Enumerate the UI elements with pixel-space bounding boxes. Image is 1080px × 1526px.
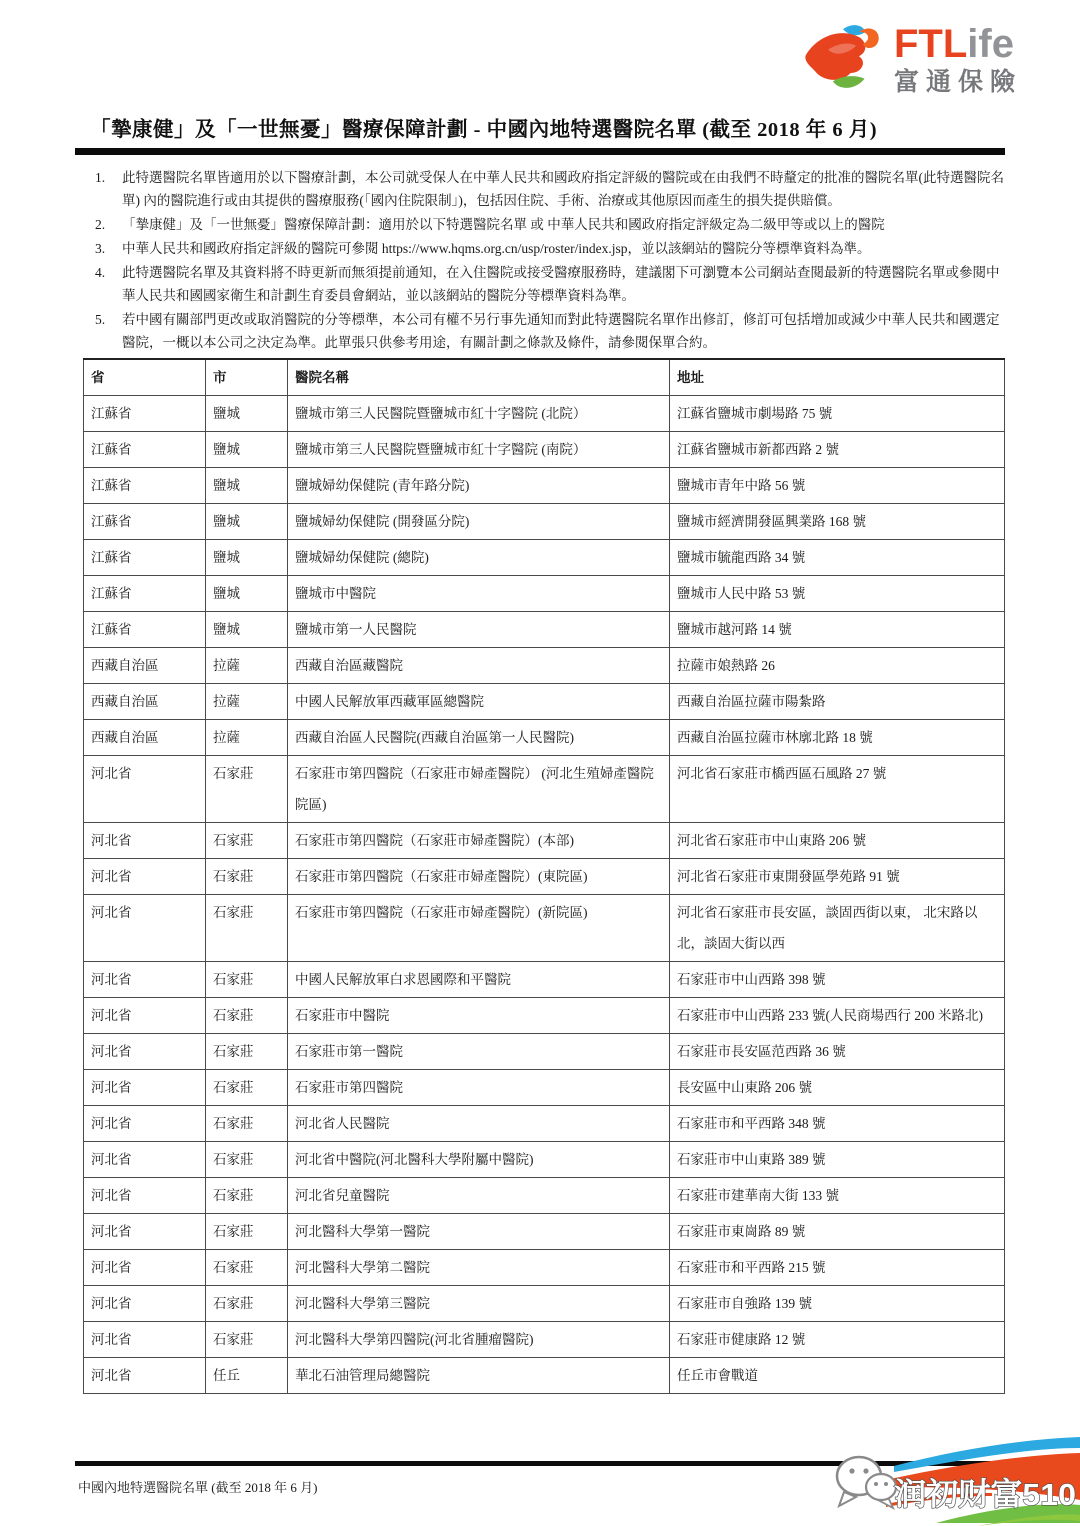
table-row <box>84 396 1005 432</box>
cell-hospital-name: 河北醫科大學第三醫院 <box>288 1286 670 1322</box>
cell-address: 石家莊市建華南大街 133 號 <box>670 1178 1005 1214</box>
cell-hospital-name: 鹽城市第三人民醫院暨鹽城市紅十字醫院 (南院） <box>288 432 670 468</box>
logo-en <box>893 21 1022 66</box>
table-row <box>84 998 1005 1034</box>
cell-province: 河北省 <box>84 1286 206 1322</box>
cell-city: 石家莊 <box>206 1286 288 1322</box>
column-header-city: 市 <box>206 359 288 396</box>
cell-hospital-name: 河北醫科大學第一醫院 <box>288 1214 670 1250</box>
cell-hospital-name: 河北省人民醫院 <box>288 1106 670 1142</box>
cell-province: 河北省 <box>84 1070 206 1106</box>
table-row <box>84 756 1005 823</box>
cell-province: 河北省 <box>84 962 206 998</box>
title-divider <box>75 148 1005 155</box>
logo-zh: 富通保險 <box>893 67 1022 96</box>
table-row <box>84 1322 1005 1358</box>
cell-city: 石家莊 <box>206 1106 288 1142</box>
cell-address: 石家莊市中山西路 233 號(人民商場西行 200 米路北) <box>670 998 1005 1034</box>
cell-province: 河北省 <box>84 1358 206 1394</box>
table-row <box>84 823 1005 859</box>
cell-province: 河北省 <box>84 895 206 962</box>
cell-hospital-name: 石家莊市第四醫院（石家莊市婦產醫院） (河北生殖婦產醫院院區) <box>288 756 670 823</box>
cell-city: 石家莊 <box>206 1142 288 1178</box>
cell-city: 石家莊 <box>206 1070 288 1106</box>
cell-address: 石家莊市東崗路 89 號 <box>670 1214 1005 1250</box>
cell-city: 石家莊 <box>206 823 288 859</box>
cell-hospital-name: 河北醫科大學第四醫院(河北省腫瘤醫院) <box>288 1322 670 1358</box>
cell-city: 鹽城 <box>206 468 288 504</box>
cell-address: 西藏自治區拉薩市陽紮路 <box>670 684 1005 720</box>
footer-text: 中國內地特選醫院名單 (截至 2018 年 6 月) <box>78 1480 318 1495</box>
note-item <box>95 166 1005 212</box>
note-item <box>95 213 1005 236</box>
table-row <box>84 859 1005 895</box>
logo-en-orange: FTL <box>893 21 968 66</box>
cell-address: 石家莊市中山東路 389 號 <box>670 1142 1005 1178</box>
cell-province: 河北省 <box>84 1106 206 1142</box>
cell-address: 任丘市會戰道 <box>670 1358 1005 1394</box>
notes-list <box>95 166 1005 355</box>
column-header-address: 地址 <box>670 359 1005 396</box>
cell-province: 江蘇省 <box>84 504 206 540</box>
cell-province: 河北省 <box>84 1034 206 1070</box>
cell-city: 拉薩 <box>206 648 288 684</box>
cell-address: 河北省石家莊市橋西區石風路 27 號 <box>670 756 1005 823</box>
cell-address: 江蘇省鹽城市新都西路 2 號 <box>670 432 1005 468</box>
cell-city: 石家莊 <box>206 998 288 1034</box>
table-row <box>84 1070 1005 1106</box>
note-text: 若中國有關部門更改或取消醫院的分等標準，本公司有權不另行事先通知而對此特選醫院名單作出修訂，修訂可包括增加或減少中華人民共和國選定醫院，一概以本公司之決定為準。此單張只供參考用途，有關計劃之條款及條件，請參閱保單合約。 <box>122 312 1000 350</box>
table-header-row <box>84 359 1005 396</box>
cell-city: 石家莊 <box>206 859 288 895</box>
cell-hospital-name: 石家莊市第四醫院（石家莊市婦產醫院）(本部) <box>288 823 670 859</box>
cell-address: 石家莊市中山西路 398 號 <box>670 962 1005 998</box>
cell-city: 鹽城 <box>206 612 288 648</box>
cell-address: 鹽城市青年中路 56 號 <box>670 468 1005 504</box>
wechat-icon <box>837 1457 896 1508</box>
note-item <box>95 308 1005 354</box>
cell-address: 石家莊市和平西路 215 號 <box>670 1250 1005 1286</box>
cell-city: 石家莊 <box>206 756 288 823</box>
cell-city: 鹽城 <box>206 576 288 612</box>
cell-address: 拉薩市娘熱路 26 <box>670 648 1005 684</box>
note-item <box>95 237 1005 260</box>
cell-city: 拉薩 <box>206 684 288 720</box>
table-row <box>84 895 1005 962</box>
cell-address: 石家莊市自強路 139 號 <box>670 1286 1005 1322</box>
cell-province: 河北省 <box>84 1178 206 1214</box>
ftlife-logo <box>802 20 1022 98</box>
cell-address: 西藏自治區拉薩市林廓北路 18 號 <box>670 720 1005 756</box>
table-row <box>84 1142 1005 1178</box>
cell-province: 河北省 <box>84 859 206 895</box>
cell-city: 鹽城 <box>206 504 288 540</box>
cell-city: 拉薩 <box>206 720 288 756</box>
cell-city: 石家莊 <box>206 1034 288 1070</box>
hospital-table-body <box>84 396 1005 1394</box>
cell-province: 河北省 <box>84 756 206 823</box>
cell-province: 西藏自治區 <box>84 648 206 684</box>
cell-hospital-name: 河北省中醫院(河北醫科大學附屬中醫院) <box>288 1142 670 1178</box>
cell-hospital-name: 鹽城市第一人民醫院 <box>288 612 670 648</box>
note-text: 「摯康健」及「一世無憂」醫療保障計劃：適用於以下特選醫院名單 或 中華人民共和國政府指定評級定為二級甲等或以上的醫院 <box>122 217 885 232</box>
cell-province: 河北省 <box>84 1214 206 1250</box>
logo-wordmark <box>893 21 1022 96</box>
table-row <box>84 504 1005 540</box>
page-title: 「摯康健」及「一世無憂」醫療保障計劃 - 中國內地特選醫院名單 (截至 2018 年 6 月) <box>90 119 878 141</box>
table-row <box>84 648 1005 684</box>
cell-hospital-name: 西藏自治區人民醫院(西藏自治區第一人民醫院) <box>288 720 670 756</box>
cell-address: 石家莊市健康路 12 號 <box>670 1322 1005 1358</box>
cell-hospital-name: 石家莊市第四醫院 <box>288 1070 670 1106</box>
cell-address: 河北省石家莊市東開發區學苑路 91 號 <box>670 859 1005 895</box>
cell-city: 鹽城 <box>206 540 288 576</box>
cell-city: 石家莊 <box>206 962 288 998</box>
hospital-table-wrap <box>83 358 1004 1394</box>
cell-address: 長安區中山東路 206 號 <box>670 1070 1005 1106</box>
cell-province: 河北省 <box>84 1142 206 1178</box>
cell-province: 江蘇省 <box>84 468 206 504</box>
table-row <box>84 540 1005 576</box>
table-row <box>84 720 1005 756</box>
cell-hospital-name: 鹽城市中醫院 <box>288 576 670 612</box>
cell-province: 江蘇省 <box>84 432 206 468</box>
cell-city: 石家莊 <box>206 895 288 962</box>
table-row <box>84 1034 1005 1070</box>
table-row <box>84 1178 1005 1214</box>
note-number: 1. <box>95 170 106 185</box>
cell-address: 石家莊市長安區范西路 36 號 <box>670 1034 1005 1070</box>
table-row <box>84 1358 1005 1394</box>
table-row <box>84 1250 1005 1286</box>
table-row <box>84 1214 1005 1250</box>
cell-address: 鹽城市越河路 14 號 <box>670 612 1005 648</box>
cell-hospital-name: 河北省兒童醫院 <box>288 1178 670 1214</box>
cell-province: 河北省 <box>84 998 206 1034</box>
cell-city: 任丘 <box>206 1358 288 1394</box>
cell-hospital-name: 中國人民解放軍白求恩國際和平醫院 <box>288 962 670 998</box>
cell-address: 河北省石家莊市中山東路 206 號 <box>670 823 1005 859</box>
cell-hospital-name: 華北石油管理局總醫院 <box>288 1358 670 1394</box>
cell-hospital-name: 中國人民解放軍西藏軍區總醫院 <box>288 684 670 720</box>
cell-city: 石家莊 <box>206 1178 288 1214</box>
cell-province: 江蘇省 <box>84 540 206 576</box>
note-text: 中華人民共和國政府指定評級的醫院可參閱 https://www.hqms.org.cn/usp/roster/index.jsp，並以該網站的醫院分等標準資料為準。 <box>122 241 871 256</box>
cell-city: 鹽城 <box>206 396 288 432</box>
note-text: 此特選醫院名單皆適用於以下醫療計劃，本公司就受保人在中華人民共和國政府指定評級的醫院或在由我們不時釐定的批准的醫院名單(此特選醫院名單) 內的醫院進行或由其提供的醫療服務(「國內住院限制」)，包括因住院、手術、治療或其他原因而產生的損失提供賠償。 <box>122 170 1004 208</box>
cell-address: 鹽城市毓龍西路 34 號 <box>670 540 1005 576</box>
cell-city: 石家莊 <box>206 1214 288 1250</box>
cell-hospital-name: 石家莊市第四醫院（石家莊市婦產醫院）(新院區) <box>288 895 670 962</box>
table-row <box>84 962 1005 998</box>
cell-province: 西藏自治區 <box>84 720 206 756</box>
cell-province: 江蘇省 <box>84 612 206 648</box>
note-number: 5. <box>95 312 106 327</box>
column-header-province: 省 <box>84 359 206 396</box>
cell-province: 江蘇省 <box>84 576 206 612</box>
table-row <box>84 1106 1005 1142</box>
column-header-hospital-name: 醫院名稱 <box>288 359 670 396</box>
cell-hospital-name: 西藏自治區藏醫院 <box>288 648 670 684</box>
cell-hospital-name: 石家莊市第一醫院 <box>288 1034 670 1070</box>
note-number: 3. <box>95 241 106 256</box>
cell-province: 江蘇省 <box>84 396 206 432</box>
cell-province: 河北省 <box>84 1322 206 1358</box>
cell-address: 鹽城市經濟開發區興業路 168 號 <box>670 504 1005 540</box>
hummingbird-icon <box>802 20 886 98</box>
watermark-text: 润初财富510 <box>894 1477 1076 1512</box>
table-row <box>84 684 1005 720</box>
table-row <box>84 432 1005 468</box>
cell-address: 鹽城市人民中路 53 號 <box>670 576 1005 612</box>
cell-address: 河北省石家莊市長安區，談固西街以東， 北宋路以北，談固大街以西 <box>670 895 1005 962</box>
logo-en-gray: ife <box>967 21 1014 66</box>
cell-hospital-name: 石家莊市第四醫院（石家莊市婦產醫院）(東院區) <box>288 859 670 895</box>
cell-hospital-name: 鹽城婦幼保健院 (開發區分院) <box>288 504 670 540</box>
note-number: 2. <box>95 217 106 232</box>
cell-province: 西藏自治區 <box>84 684 206 720</box>
cell-city: 鹽城 <box>206 432 288 468</box>
table-row <box>84 612 1005 648</box>
hospital-table <box>83 358 1005 1394</box>
note-number: 4. <box>95 265 106 280</box>
cell-hospital-name: 鹽城婦幼保健院 (青年路分院) <box>288 468 670 504</box>
cell-hospital-name: 鹽城婦幼保健院 (總院) <box>288 540 670 576</box>
cell-province: 河北省 <box>84 823 206 859</box>
cell-address: 石家莊市和平西路 348 號 <box>670 1106 1005 1142</box>
table-row <box>84 1286 1005 1322</box>
cell-province: 河北省 <box>84 1250 206 1286</box>
cell-hospital-name: 石家莊市中醫院 <box>288 998 670 1034</box>
note-text: 此特選醫院名單及其資料將不時更新而無須提前通知，在入住醫院或接受醫療服務時，建議閣下可瀏覽本公司網站查閱最新的特選醫院名單或參閱中華人民共和國國家衛生和計劃生育委員會網站，並以該網站的醫院分等標準資料為準。 <box>122 265 1000 303</box>
cell-hospital-name: 鹽城市第三人民醫院暨鹽城市紅十字醫院 (北院） <box>288 396 670 432</box>
table-row <box>84 576 1005 612</box>
cell-address: 江蘇省鹽城市劇場路 75 號 <box>670 396 1005 432</box>
note-item <box>95 261 1005 307</box>
cell-city: 石家莊 <box>206 1322 288 1358</box>
cell-city: 石家莊 <box>206 1250 288 1286</box>
cell-hospital-name: 河北醫科大學第二醫院 <box>288 1250 670 1286</box>
watermark <box>828 1426 1080 1526</box>
table-row <box>84 468 1005 504</box>
